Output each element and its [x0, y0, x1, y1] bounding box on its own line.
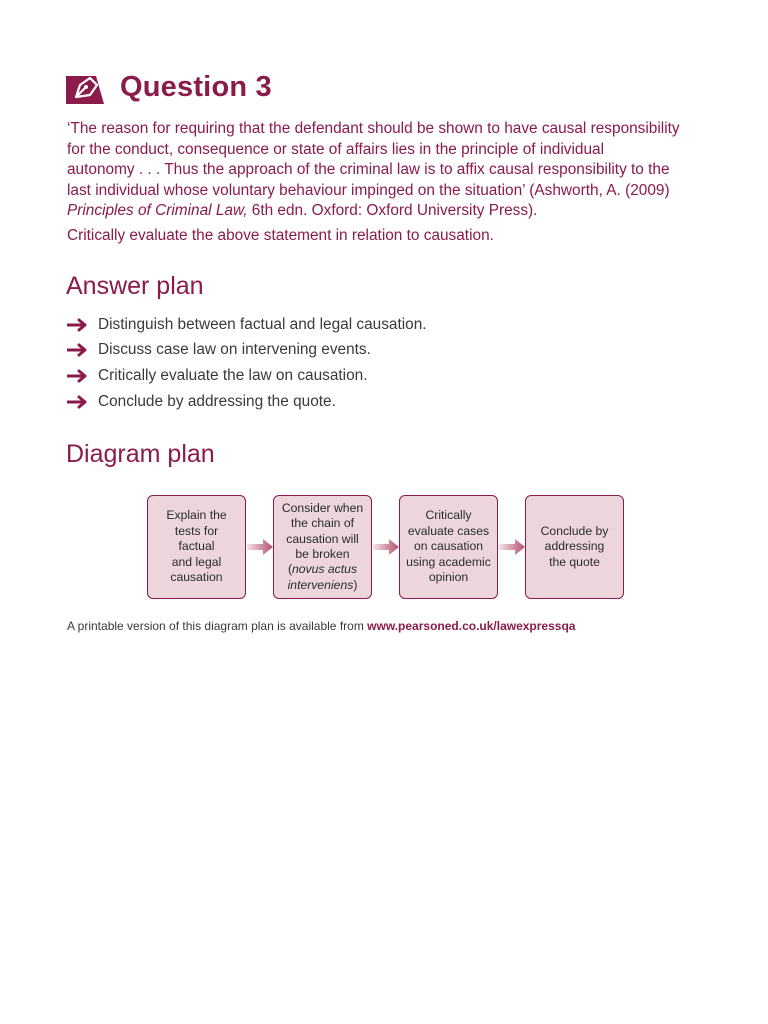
flow-arrow-icon — [247, 539, 273, 555]
step-line: Critically — [425, 508, 472, 523]
quote-line: for the conduct, consequence or state of affairs lies in the principle of individual — [67, 140, 604, 158]
step-line: and legal — [171, 554, 222, 569]
step-line: Conclude by — [540, 523, 609, 538]
step-line: the chain of — [290, 516, 354, 531]
answer-plan-item — [67, 312, 427, 338]
diagram-step-box — [147, 495, 246, 599]
step-line: the quote — [549, 554, 600, 569]
answer-plan-item — [67, 363, 427, 389]
footnote-text: A printable version of this diagram plan is available from — [67, 619, 368, 633]
step-line: causation will — [286, 531, 359, 546]
answer-plan-item — [67, 338, 427, 364]
flow-arrow-icon — [373, 539, 399, 555]
step-line: on causation — [413, 539, 484, 554]
printable-version-note — [67, 619, 575, 633]
answer-plan-item — [67, 389, 427, 415]
answer-plan-text: Discuss case law on intervening events. — [98, 341, 371, 359]
step-line: addressing — [544, 539, 605, 554]
flow-arrow-icon — [499, 539, 525, 555]
right-arrow-icon — [67, 369, 89, 383]
step-line: tests for — [174, 523, 219, 538]
step-italic: novus actus — [292, 562, 358, 577]
step-line: causation — [170, 570, 223, 585]
quote-line: ‘The reason for requiring that the defendant should be shown to have causal responsibility — [67, 120, 680, 137]
diagram-step-box — [525, 495, 624, 599]
pen-nib-icon — [66, 70, 104, 104]
answer-plan-text: Critically evaluate the law on causation. — [98, 366, 368, 384]
step-italic: interveniens — [287, 577, 354, 592]
quote-text — [67, 119, 707, 222]
step-line: factual — [178, 539, 215, 554]
step-line: Consider when — [281, 500, 364, 515]
right-arrow-icon — [67, 395, 89, 409]
citation-book-title: Principles of Criminal Law, — [67, 202, 248, 220]
step-line: be broken — [295, 547, 350, 561]
diagram-step-box — [273, 495, 372, 599]
diagram-plan-flow — [147, 495, 627, 601]
answer-plan-text: Conclude by addressing the quote. — [98, 392, 336, 410]
answer-plan-heading: Answer plan — [66, 272, 204, 300]
quote-line: autonomy . . . Thus the approach of the criminal law is to affix causal responsibility to the — [67, 161, 670, 179]
quote-line: last individual whose voluntary behaviour impinged on the situation’ (Ashworth, A. (2009) — [67, 181, 670, 199]
question-task: Critically evaluate the above statement in relation to causation. — [67, 226, 494, 244]
diagram-plan-heading: Diagram plan — [66, 440, 215, 468]
step-line: opinion — [428, 570, 469, 585]
right-arrow-icon — [67, 343, 89, 357]
question-header — [66, 70, 272, 104]
step-line: evaluate cases — [407, 523, 490, 538]
step-line: Explain the — [166, 508, 227, 523]
right-arrow-icon — [67, 318, 89, 332]
step-paren-open: ( — [287, 562, 292, 577]
diagram-step-box — [399, 495, 498, 599]
citation-details: 6th edn. Oxford: Oxford University Press). — [247, 202, 538, 220]
companion-website-link[interactable]: www.pearsoned.co.uk/lawexpressqa — [367, 619, 576, 633]
step-paren-close: ) — [353, 577, 358, 592]
question-quote — [67, 119, 707, 247]
answer-plan-list — [67, 312, 427, 414]
step-line: using academic — [406, 554, 491, 569]
question-title: Question 3 — [120, 70, 272, 103]
answer-plan-text: Distinguish between factual and legal causation. — [98, 315, 427, 333]
